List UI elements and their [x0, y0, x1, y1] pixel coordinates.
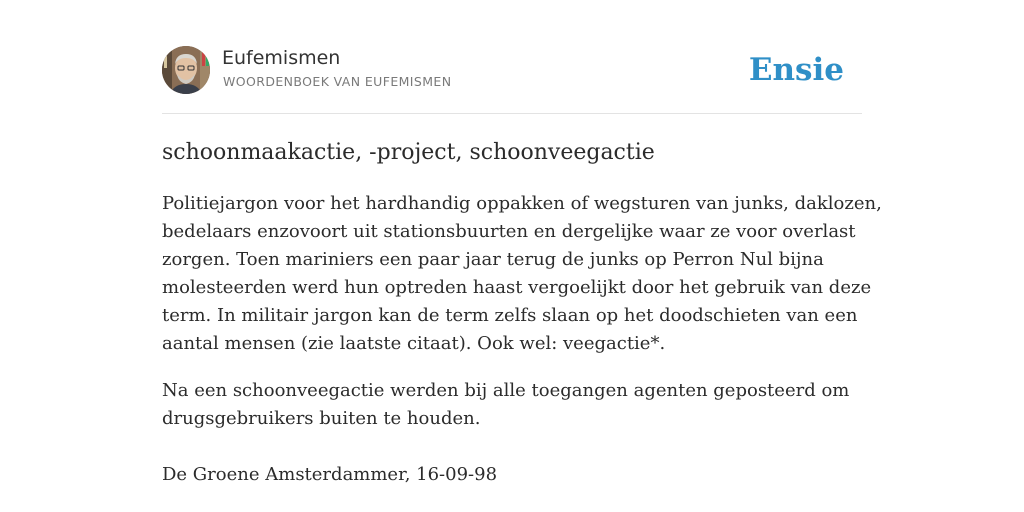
entry-definition: [162, 190, 882, 358]
author-name-link[interactable]: Eufemismen: [222, 47, 341, 69]
ensie-logo-link[interactable]: Ensie: [748, 52, 844, 88]
definition-line: Politiejargon voor het hardhandig oppakken of wegsturen van junks, daklozen,: [162, 193, 882, 214]
entry-title: schoonmaakactie, -project, schoonveegactie: [162, 140, 655, 165]
example-source: De Groene Amsterdammer, 16-09-98: [162, 464, 498, 485]
header-divider: [162, 113, 862, 114]
avatar-image: [162, 46, 210, 94]
definition-line: term. In militair jargon kan de term zelfs slaan op het doodschieten van een: [162, 305, 858, 326]
definition-line: aantal mensen (zie laatste citaat). Ook wel: veegactie*.: [162, 333, 666, 354]
author-avatar[interactable]: [162, 46, 210, 94]
example-line: drugsgebruikers buiten te houden.: [162, 408, 481, 429]
definition-line: zorgen. Toen mariniers een paar jaar terug de junks op Perron Nul bijna: [162, 249, 824, 270]
author-subtitle: WOORDENBOEK VAN EUFEMISMEN: [223, 74, 452, 89]
entry-example: [162, 377, 862, 433]
definition-line: bedelaars enzovoort uit stationsbuurten en dergelijke waar ze voor overlast: [162, 221, 856, 242]
example-line: Na een schoonveegactie werden bij alle toegangen agenten geposteerd om: [162, 380, 850, 401]
header: [162, 46, 862, 96]
definition-line: molesteerden werd hun optreden haast vergoelijkt door het gebruik van deze: [162, 277, 872, 298]
